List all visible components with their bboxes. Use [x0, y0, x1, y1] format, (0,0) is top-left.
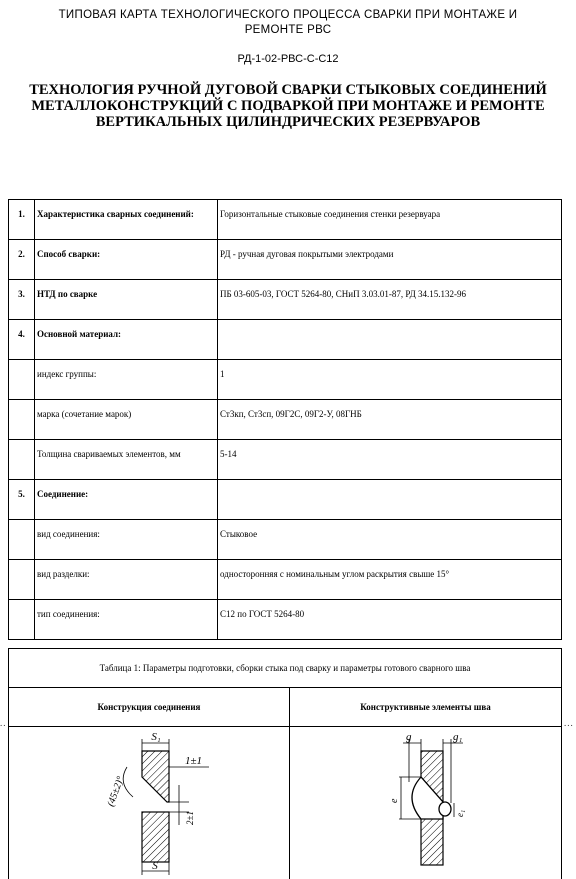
row-number: 3. [9, 280, 34, 300]
row-label: марка (сочетание марок) [35, 400, 217, 420]
table-row [9, 240, 562, 280]
right-margin-dots: ... [564, 718, 574, 728]
dim-g1: g₁ [453, 731, 463, 743]
row-number [9, 400, 34, 409]
header-line-1: ТИПОВАЯ КАРТА ТЕХНОЛОГИЧЕСКОГО ПРОЦЕССА СВАРКИ ПРИ МОНТАЖЕ И [0, 8, 576, 23]
title-line-3: ВЕРТИКАЛЬНЫХ ЦИЛИНДРИЧЕСКИХ РЕЗЕРВУАРОВ [10, 114, 566, 130]
title-line-2: МЕТАЛЛОКОНСТРУКЦИЙ С ПОДВАРКОЙ ПРИ МОНТАЖЕ И РЕМОНТЕ [10, 98, 566, 114]
row-number [9, 440, 34, 449]
row-number [9, 560, 34, 569]
row-label: тип соединения: [35, 600, 217, 620]
title-line-1: ТЕХНОЛОГИЯ РУЧНОЙ ДУГОВОЙ СВАРКИ СТЫКОВЫХ СОЕДИНЕНИЙ [10, 82, 566, 98]
document-title [10, 82, 566, 130]
dim-root: 2±1 [185, 811, 195, 825]
row-label: Соединение: [35, 480, 217, 500]
document-header [0, 8, 576, 38]
drawing-cell-left [9, 727, 290, 879]
table-row [9, 200, 562, 240]
row-value: Горизонтальные стыковые соединения стенки резервуара [218, 200, 561, 220]
row-label: НТД по сварке [35, 280, 217, 300]
dim-gap: 1±1 [185, 755, 202, 767]
row-label: Основной материал: [35, 320, 217, 340]
lower-plate [142, 812, 169, 862]
lower-plate [421, 817, 443, 865]
dim-s: S [152, 860, 158, 872]
row-value: Ст3кп, Ст3сп, 09Г2С, 09Г2-У, 08ГНБ [218, 400, 561, 420]
dim-angle: (45±2)° [105, 775, 126, 808]
row-value: 5-14 [218, 440, 561, 460]
document-code: РД-1-02-РВС-С-С12 [0, 53, 576, 65]
row-number: 5. [9, 480, 34, 500]
row-number: 1. [9, 200, 34, 220]
row-value: 1 [218, 360, 561, 380]
row-value [218, 320, 561, 329]
table-row [9, 520, 562, 560]
dim-s1: S₁ [151, 731, 161, 743]
row-label: Толщина свариваемых элементов, мм [35, 440, 217, 460]
dim-e: e [389, 798, 400, 803]
row-label: Способ сварки: [35, 240, 217, 260]
row-number [9, 600, 34, 609]
header-line-2: РЕМОНТЕ РВС [0, 23, 576, 38]
table-row [9, 480, 562, 520]
row-value: РД - ручная дуговая покрытыми электродами [218, 240, 561, 260]
table-row [9, 440, 562, 480]
column-header-construction: Конструкция соединения [9, 702, 289, 712]
table-row [9, 360, 562, 400]
parameters-table [8, 199, 562, 640]
row-number [9, 520, 34, 529]
row-number [9, 360, 34, 369]
row-label: вид соединения: [35, 520, 217, 540]
row-value [218, 480, 561, 489]
row-value: ПБ 03-605-03, ГОСТ 5264-80, СНиП 3.03.01-87, РД 34.15.132-96 [218, 280, 561, 300]
table-1 [8, 648, 562, 879]
weld-elements-drawing [291, 727, 561, 877]
row-label: индекс группы: [35, 360, 217, 380]
row-value: односторонняя с номинальным углом раскрытия свыше 15° [218, 560, 561, 580]
row-value: С12 по ГОСТ 5264-80 [218, 600, 561, 620]
dim-g: g [406, 731, 412, 743]
row-value: Стыковое [218, 520, 561, 540]
joint-construction-drawing [9, 727, 289, 877]
table-row [9, 400, 562, 440]
table-row [9, 560, 562, 600]
table-row [9, 600, 562, 640]
table-row [9, 280, 562, 320]
row-label: Характеристика сварных соединений: [35, 200, 217, 220]
upper-plate [142, 751, 169, 802]
table-1-caption: Таблица 1: Параметры подготовки, сборки стыка под сварку и параметры готового сварного шва [9, 663, 561, 673]
left-margin-dots: .. [0, 718, 7, 728]
row-label: вид разделки: [35, 560, 217, 580]
row-number: 2. [9, 240, 34, 260]
table-row [9, 320, 562, 360]
back-weld [439, 802, 451, 816]
dim-e1: e₁ [455, 810, 465, 817]
row-number: 4. [9, 320, 34, 340]
column-header-elements: Конструктивные элементы шва [290, 702, 561, 712]
drawing-cell-right [290, 727, 562, 879]
